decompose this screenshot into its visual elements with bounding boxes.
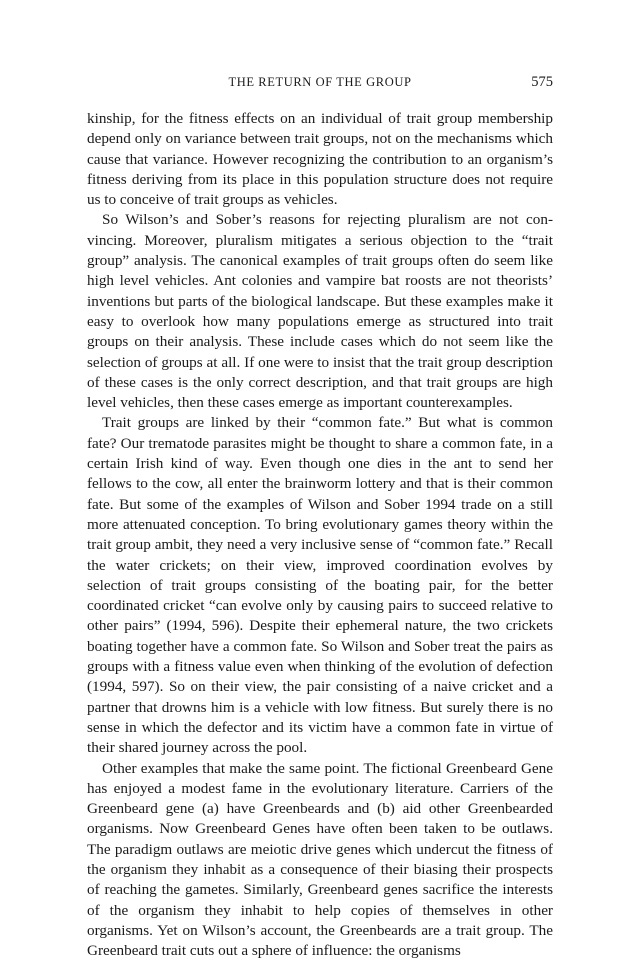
paragraph-common-fate: Trait groups are linked by their “common fate.” But what is common fate? Our trematode parasites might be thought to share a common fate, in a certain Irish kind of way. Even though one dies in the ant to send her fellows to the cow, all enter the brainworm lottery and that is their common fate. But some of the examples of Wilson and Sober 1994 trade on a still more attenuated conception. To bring evolutionary games theory within the trait group ambit, they need a very inclusive sense of “common fate.” Recall the water crickets; on their view, improved coordination evolves by selection of trait groups consisting of the boating pair, for the better coordinated cricket “can evolve only by causing pairs to succeed relative to other pairs” (1994, 596). Despite their ephemeral nature, the two crickets boating together have a common fate. So Wilson and Sober treat the pairs as groups with a fitness value even when thinking of the evolution of defection (1994, 597). So on their view, the pair consisting of a naive cricket and a partner that drowns him is a vehicle with low fitness. But surely there is no sense in which the defector and its victim have a common fate in virtue of their shared journey across the pool. bbox=[87, 414, 553, 757]
paragraph-continuation: kinship, for the fitness effects on an individual of trait group membership depend only on variance between trait groups, not on the mechanisms which cause that variance. However recognizing the contribution to an organism’s fitness deriving from its place in this population structure does not require us to conceive of trait groups as vehicles. bbox=[87, 110, 553, 209]
running-title: THE RETURN OF THE GROUP bbox=[228, 75, 412, 89]
page-number: 575 bbox=[531, 74, 553, 90]
paragraph-greenbeard: Other examples that make the same point. The fictional Greenbeard Gene has enjoyed a modest fame in the evolutionary literature. Carriers of the Greenbeard gene (a) have Greenbeards and (b) aid other Greenbearded organisms. Now Greenbeard Genes have often been taken to be outlaws. The paradigm outlaws are meiotic drive genes which undercut the fitness of the organism they inhabit as a consequence of their biasing their prospects of reaching the gametes. Similarly, Greenbeard genes sacrifice the interests of the organism they inhabit to help copies of themselves in other organisms. Yet on Wilson’s account, the Greenbeards are a trait group. The Greenbeard trait cuts out a sphere of influence: the organisms bbox=[87, 759, 553, 960]
running-head bbox=[87, 72, 553, 92]
body-text bbox=[87, 109, 553, 961]
paragraph-pluralism: So Wilson’s and Sober’s reasons for rejecting pluralism are not convincing. Moreover, pluralism mitigates a serious objection to the “trait group” analysis. The canonical examples of trait groups often do seem like high level vehicles. Ant colonies and vampire bat roosts are not theorists’ inventions but parts of the biological landscape. But these examples make it easy to overlook how many populations emerge as structured into trait groups on their analysis. These include cases which do not seem like the selection of groups at all. If one were to insist that the trait group description of these cases is the only correct description, and that trait groups are high level vehicles, then these cases emerge as important counterexamples. bbox=[87, 211, 553, 412]
